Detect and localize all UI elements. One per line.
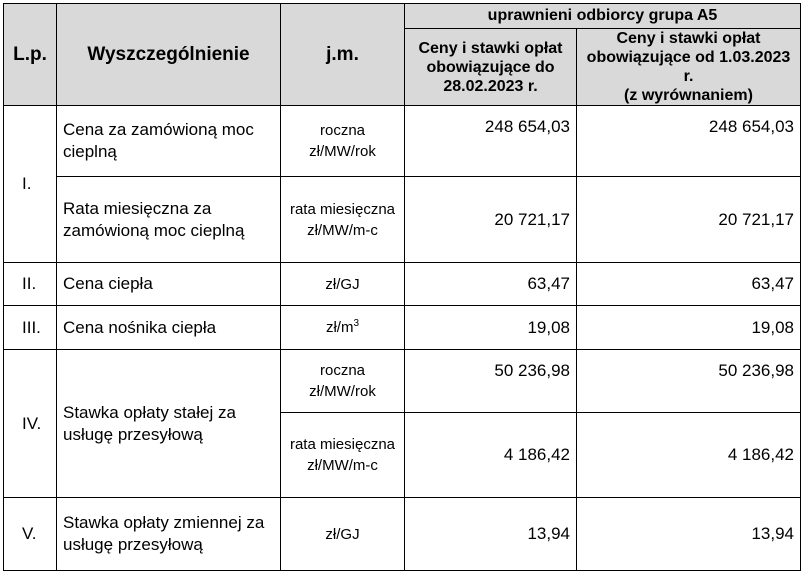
- row-unit: [281, 306, 405, 350]
- row-value-old: 248 654,03: [405, 106, 577, 177]
- table-row: [4, 106, 801, 177]
- header-col2-line2: (z wyrównaniem): [624, 87, 753, 104]
- row-value-new: 19,08: [577, 306, 801, 350]
- row-unit: roczna zł/MW/rok: [281, 350, 405, 413]
- header-group: uprawnieni odbiorcy grupa A5: [405, 4, 801, 29]
- row-value-new: 63,47: [577, 263, 801, 306]
- row-lp: III.: [4, 306, 57, 350]
- row-desc: Cena nośnika ciepła: [57, 306, 281, 350]
- row-value-old: 4 186,42: [405, 413, 577, 498]
- row-value-old: 50 236,98: [405, 350, 577, 413]
- row-value-new: 50 236,98: [577, 350, 801, 413]
- row-desc: Rata miesięczna za zamówioną moc cieplną: [57, 177, 281, 263]
- table-row: [4, 306, 801, 350]
- header-lp: L.p.: [4, 4, 57, 106]
- header-row-top: [4, 4, 801, 29]
- header-col2: [577, 29, 801, 106]
- row-unit: zł/GJ: [281, 498, 405, 571]
- row-unit: roczna zł/MW/rok: [281, 106, 405, 177]
- row-value-old: 19,08: [405, 306, 577, 350]
- row-lp: V.: [4, 498, 57, 571]
- tariff-table: [3, 3, 801, 571]
- row-value-old: 63,47: [405, 263, 577, 306]
- header-desc: Wyszczególnienie: [57, 4, 281, 106]
- table-row: [4, 263, 801, 306]
- table-row: [4, 350, 801, 413]
- header-col1: Ceny i stawki opłat obowiązujące do 28.02.2023 r.: [405, 29, 577, 106]
- row-desc: Stawka opłaty stałej za usługę przesyłową: [57, 350, 281, 498]
- row-value-old: 20 721,17: [405, 177, 577, 263]
- row-value-new: 20 721,17: [577, 177, 801, 263]
- row-value-new: 4 186,42: [577, 413, 801, 498]
- row-unit: zł/GJ: [281, 263, 405, 306]
- header-unit: j.m.: [281, 4, 405, 106]
- row-desc: Stawka opłaty zmiennej za usługę przesyłową: [57, 498, 281, 571]
- row-desc: Cena ciepła: [57, 263, 281, 306]
- row-desc: Cena za zamówioną moc cieplną: [57, 106, 281, 177]
- table-row: [4, 177, 801, 263]
- row-lp: IV.: [4, 350, 57, 498]
- row-unit: rata miesięczna zł/MW/m-c: [281, 413, 405, 498]
- row-lp: II.: [4, 263, 57, 306]
- row-unit-exponent: 3: [353, 318, 360, 329]
- row-value-old: 13,94: [405, 498, 577, 571]
- row-lp: I.: [4, 106, 57, 263]
- row-unit: rata miesięczna zł/MW/m-c: [281, 177, 405, 263]
- row-value-new: 13,94: [577, 498, 801, 571]
- table-row: [4, 498, 801, 571]
- header-col2-line1: Ceny i stawki opłat obowiązujące od 1.03.2023 r.: [586, 30, 791, 85]
- row-value-new: 248 654,03: [577, 106, 801, 177]
- row-unit-base: zł/m: [325, 319, 354, 336]
